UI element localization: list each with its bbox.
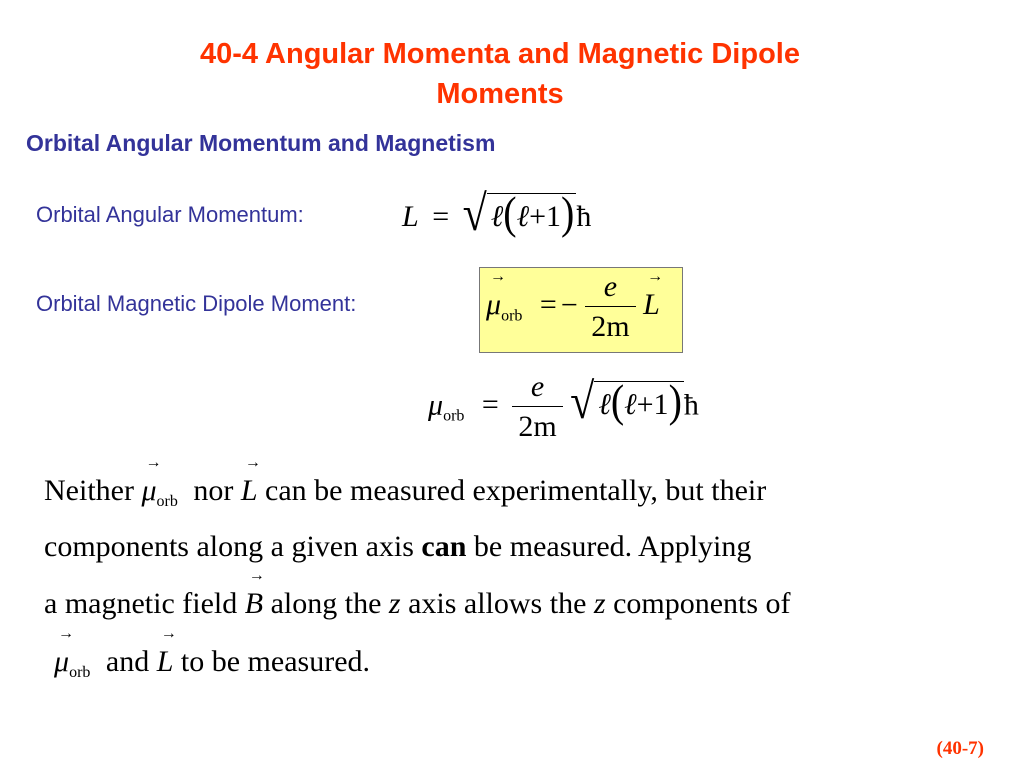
eq1-hbar: ħ bbox=[576, 200, 592, 233]
label-orbital-angular-momentum: Orbital Angular Momentum: bbox=[36, 202, 304, 227]
paragraph-line-1 bbox=[44, 474, 766, 511]
paragraph-line-4 bbox=[54, 645, 370, 682]
eq3-denominator: 2m bbox=[512, 406, 562, 447]
eq3-ell: ℓ bbox=[598, 388, 611, 422]
p4-mu: → μ bbox=[54, 645, 69, 679]
equation-magnetic-moment-vector bbox=[486, 268, 660, 347]
p3-axis-allows: axis allows the bbox=[408, 587, 587, 620]
eq3-radicand bbox=[594, 374, 684, 427]
p3-B: → B bbox=[245, 587, 263, 621]
eq3-ell-inner: ℓ bbox=[624, 388, 637, 422]
p1-neither: Neither bbox=[44, 474, 134, 507]
section-subtitle: Orbital Angular Momentum and Magnetism bbox=[26, 130, 496, 156]
eq2-mu: → μ bbox=[486, 288, 501, 322]
eq2-orb: orb bbox=[501, 307, 523, 325]
p1-nor: nor bbox=[193, 474, 234, 507]
title-line-2: Moments bbox=[436, 78, 564, 110]
eq1-L: L bbox=[402, 200, 419, 233]
p3-z2: z bbox=[593, 587, 606, 620]
eq3-numerator: e bbox=[530, 370, 545, 403]
label-orbital-magnetic-dipole-moment: Orbital Magnetic Dipole Moment: bbox=[36, 291, 357, 316]
p4-rest: to be measured. bbox=[180, 645, 371, 678]
p3-components-of: components of bbox=[613, 587, 791, 620]
eq2-equals: = bbox=[539, 288, 557, 322]
eq3-sqrt-sign: √ bbox=[570, 373, 595, 431]
eq1-plus-one: +1 bbox=[529, 200, 562, 233]
p1-L: → L bbox=[241, 474, 258, 508]
paragraph-line-3 bbox=[44, 587, 791, 621]
eq1-rparen: ) bbox=[561, 186, 575, 239]
p2-rest: be measured. Applying bbox=[473, 530, 752, 563]
p2-start: components along a given axis bbox=[44, 530, 414, 563]
eq3-equals: = bbox=[481, 388, 499, 422]
eq1-sqrt-sign: √ bbox=[462, 185, 487, 242]
slide-number: (40-7) bbox=[936, 738, 984, 759]
eq3-fraction bbox=[512, 368, 562, 447]
p1-rest: can be measured experimentally, but their bbox=[265, 474, 767, 507]
p1-mu: → μ bbox=[141, 474, 156, 508]
eq3-hbar: ħ bbox=[683, 388, 699, 422]
eq1-lparen: ( bbox=[503, 186, 517, 239]
eq2-fraction bbox=[585, 268, 635, 347]
p4-and: and bbox=[105, 645, 150, 678]
p3-z1: z bbox=[388, 587, 401, 620]
p4-L: → L bbox=[157, 645, 174, 679]
eq2-L: → L bbox=[643, 288, 660, 322]
eq1-radicand bbox=[487, 186, 577, 239]
p4-orb: orb bbox=[69, 664, 91, 681]
p2-can-bold: can bbox=[421, 530, 467, 563]
eq3-rparen: ) bbox=[668, 374, 682, 427]
equation-angular-momentum bbox=[402, 185, 592, 242]
paragraph-line-2 bbox=[44, 530, 751, 564]
eq1-ell-inner: ℓ bbox=[516, 200, 530, 233]
eq1-ell: ℓ bbox=[490, 200, 504, 233]
p3-start: a magnetic field bbox=[44, 587, 238, 620]
equation-magnetic-moment-magnitude bbox=[428, 368, 699, 447]
eq3-lparen: ( bbox=[610, 374, 625, 427]
eq2-minus: − bbox=[560, 288, 578, 322]
p3-along-the: along the bbox=[270, 587, 382, 620]
slide-title bbox=[0, 34, 1000, 114]
eq1-equals: = bbox=[432, 200, 450, 233]
p1-orb: orb bbox=[156, 493, 178, 510]
eq2-denominator: 2m bbox=[585, 306, 635, 347]
eq3-mu: μ bbox=[428, 388, 444, 422]
title-line-1: 40-4 Angular Momenta and Magnetic Dipole bbox=[200, 38, 800, 70]
eq2-numerator: e bbox=[603, 270, 618, 303]
eq3-orb: orb bbox=[443, 407, 465, 425]
eq3-plus-one: +1 bbox=[636, 388, 669, 422]
